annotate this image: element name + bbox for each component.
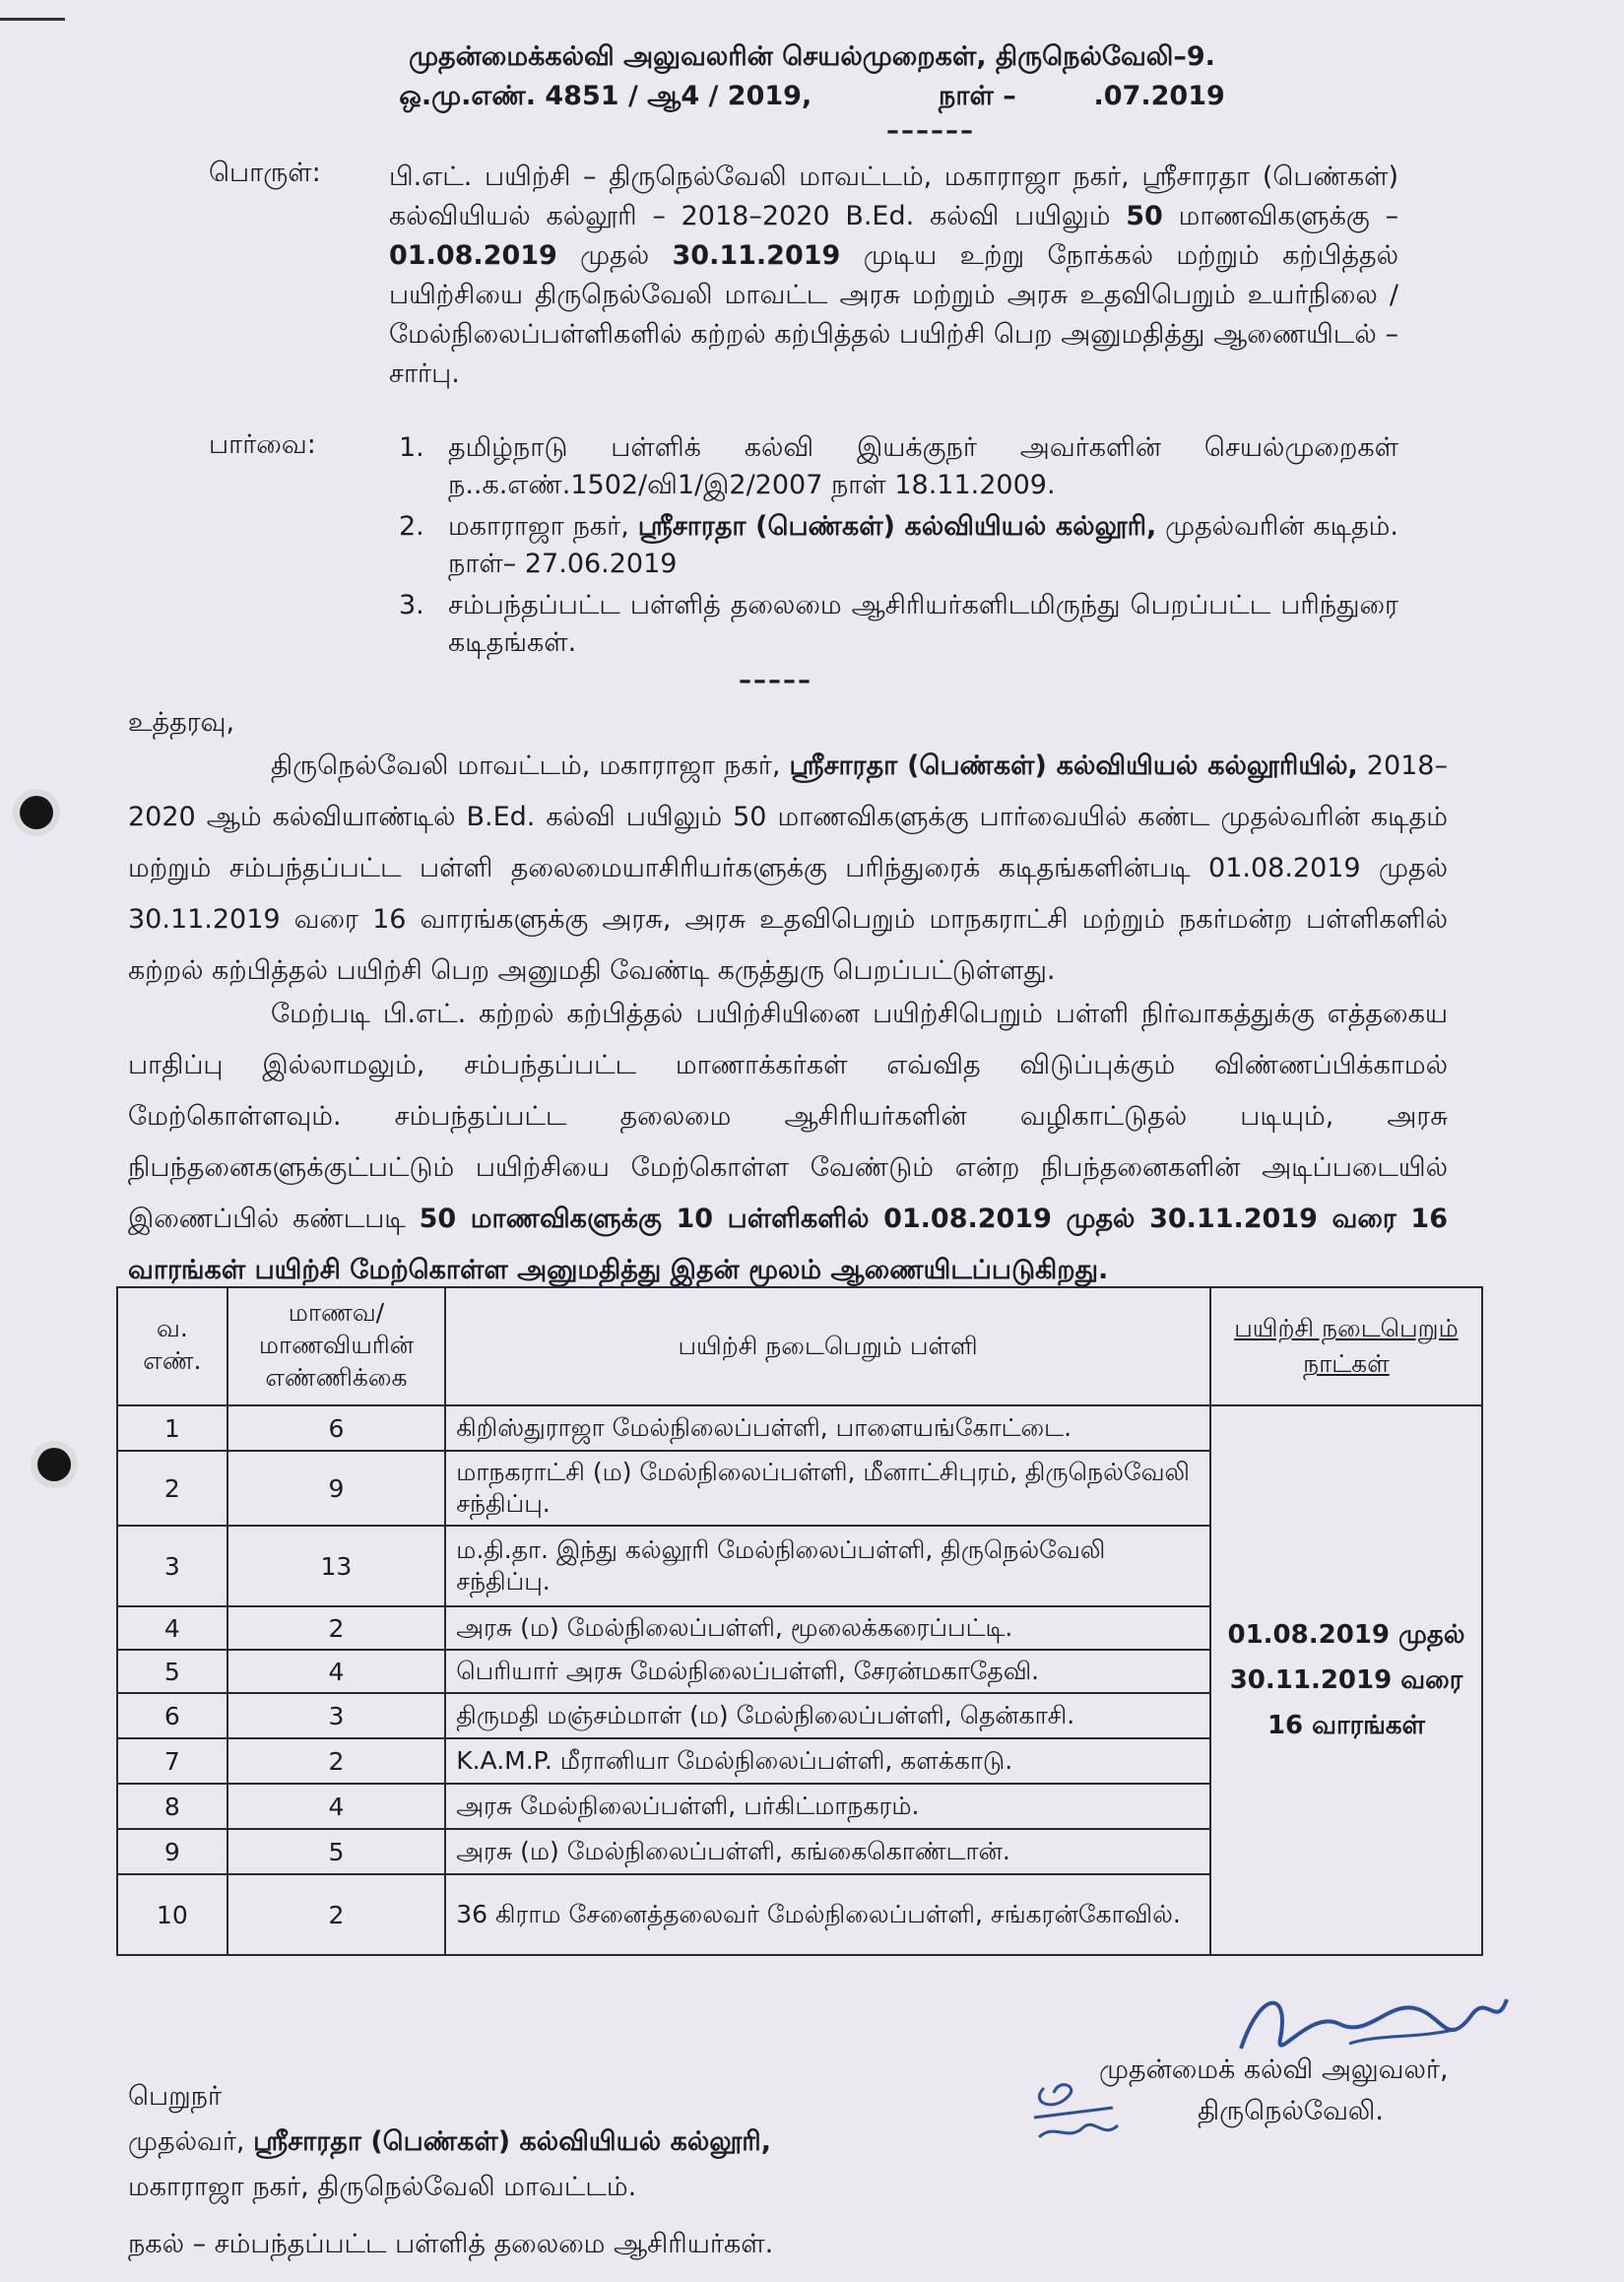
- date-label: நாள் –: [939, 81, 1016, 111]
- reference-line: [0, 81, 1624, 115]
- subject-text: [389, 158, 1398, 394]
- order-text: 2018–2020 ஆம் கல்வியாண்டில் B.Ed. கல்வி பயிலும் 50 மாணவிகளுக்கு பார்வையில் கண்ட முதல்வரின் கடிதம் மற்றும் சம்பந்தப்பட்ட பள்ளி தலைமையாசிரியர்களுக்கு பரிந்துரைக் கடிதங்களின்படி 01.08.2019 முதல் 30.11.2019 வரை 16 வாரங்களுக்கு அரசு, அரசு உதவிபெறும் மாநகராட்சி மற்றும் நகர்மன்ற பள்ளிகளில் கற்றல் கற்பித்தல் பயிற்சி பெற அனுமதி வேண்டி கருத்துரு பெறப்பட்டுள்ளது.: [128, 750, 1448, 986]
- college-name: ஸ்ரீசாரதா (பெண்கள்) கல்வியியல் கல்லூரியில்,: [789, 750, 1358, 781]
- subject-end-date: 30.11.2019: [672, 240, 841, 271]
- duration-line: 01.08.2019 முதல்: [1227, 1620, 1465, 1650]
- cell-count: 2: [227, 1738, 446, 1784]
- cell-count: 4: [227, 1784, 446, 1829]
- reference-text: முதல்வரின் கடிதம். நாள்– 27.06.2019: [448, 511, 1398, 579]
- header-days-text: பயிற்சி நடைபெறும் நாட்கள்: [1234, 1314, 1459, 1378]
- signatory-designation: முதன்மைக் கல்வி அலுவலர்,: [1099, 2054, 1449, 2085]
- order-decision: 50 மாணவிகளுக்கு 10 பள்ளிகளில் 01.08.2019 முதல் 30.11.2019 வரை 16 வாரங்கள் பயிற்சி மேற்கொள்ள அனுமதித்து இதன் மூலம் ஆணையிடப்படுகிறது.: [128, 1204, 1448, 1285]
- cell-serial: 1: [117, 1405, 227, 1451]
- reference-text: மகாராஜா நகர்,: [448, 511, 629, 542]
- copy-to: நகல் – சம்பந்தப்பட்ட பள்ளித் தலைமை ஆசிரியர்கள்.: [128, 2229, 774, 2259]
- cell-school: கிறிஸ்துராஜா மேல்நிலைப்பள்ளி, பாளையங்கோட்டை.: [445, 1405, 1210, 1451]
- document-title: முதன்மைக்கல்வி அலுவலரின் செயல்முறைகள், திருநெல்வேலி–9.: [409, 41, 1215, 72]
- cell-serial: 8: [117, 1784, 227, 1829]
- reference-item: [389, 587, 1398, 662]
- cell-school: 36 கிராம சேனைத்தலைவர் மேல்நிலைப்பள்ளி, சங்கரன்கோவில்.: [445, 1874, 1210, 1955]
- date-value: .07.2019: [1093, 81, 1225, 111]
- table-row: [117, 1405, 1482, 1451]
- order-text: மேற்படி பி.எட். கற்றல் கற்பித்தல் பயிற்சியினை பயிற்சிபெறும் பள்ளி நிர்வாகத்துக்கு எத்தகைய பாதிப்பு இல்லாமலும், சம்பந்தப்பட்ட மாணாக்கர்கள் எவ்வித விடுப்புக்கும் விண்ணப்பிக்காமல் மேற்கொள்ளவும். சம்பந்தப்பட்ட தலைமை ஆசிரியர்களின் வழிகாட்டுதல் படியும், அரசு நிபந்தனைகளுக்குட்பட்டும் பயிற்சியை மேற்கொள்ள வேண்டும் என்ற நிபந்தனைகளின் அடிப்படையில் இணைப்பில் கண்டபடி: [128, 999, 1448, 1234]
- cell-school: திருமதி மஞ்சம்மாள் (ம) மேல்நிலைப்பள்ளி, தென்காசி.: [445, 1693, 1210, 1738]
- cell-count: 9: [227, 1451, 446, 1526]
- subject-part: முடிய உற்று நோக்கல் மற்றும் கற்பித்தல் பயிற்சியை திருநெல்வேலி மாவட்ட அரசு மற்றும் அரசு உதவிபெறும் உயர்நிலை / மேல்நிலைப்பள்ளிகளில் கற்றல் கற்பித்தல் பயிற்சி பெற அனுமதித்து ஆணையிடல் – சார்பு.: [389, 240, 1398, 389]
- order-text: திருநெல்வேலி மாவட்டம், மகாராஜா நகர்,: [271, 750, 781, 781]
- recipient-college: ஸ்ரீசாரதா (பெண்கள்) கல்வியியல் கல்லூரி,: [253, 2126, 771, 2157]
- cell-count: 2: [227, 1874, 446, 1955]
- corner-mark: [0, 18, 65, 21]
- recipient-label: பெறுநர்: [128, 2081, 223, 2112]
- cell-school: அரசு மேல்நிலைப்பள்ளி, பர்கிட்மாநகரம்.: [445, 1784, 1210, 1829]
- cell-count: 6: [227, 1405, 446, 1451]
- reference-number: 2.: [399, 511, 424, 542]
- recipient-block: [128, 2074, 771, 2210]
- cell-school: K.A.M.P. மீரானியா மேல்நிலைப்பள்ளி, களக்காடு.: [445, 1738, 1210, 1784]
- cell-serial: 10: [117, 1874, 227, 1955]
- subject-count: 50: [1126, 201, 1163, 231]
- cell-serial: 4: [117, 1606, 227, 1650]
- references-divider: –––––: [739, 666, 812, 695]
- subject-start-date: 01.08.2019: [389, 240, 557, 271]
- recipient-title: முதல்வர்,: [128, 2126, 245, 2157]
- cell-school: மாநகராட்சி (ம) மேல்நிலைப்பள்ளி, மீனாட்சிபுரம், திருநெல்வேலி சந்திப்பு.: [445, 1451, 1210, 1526]
- schools-table: [116, 1286, 1483, 1956]
- reference-text: தமிழ்நாடு பள்ளிக் கல்வி இயக்குநர் அவர்களின் செயல்முறைகள் ந..க.எண்.1502/வி1/இ2/2007 நாள் 18.11.2009.: [448, 432, 1398, 500]
- order-paragraph-1: [128, 741, 1448, 997]
- header-count: மாணவ/ மாணவியரின் எண்ணிக்கை: [227, 1287, 446, 1405]
- punch-hole-bottom: [37, 1448, 71, 1481]
- order-salutation: உத்தரவு,: [128, 707, 235, 738]
- cell-serial: 2: [117, 1451, 227, 1526]
- cell-school: அரசு (ம) மேல்நிலைப்பள்ளி, கங்கைகொண்டான்.: [445, 1829, 1210, 1874]
- subject-label: பொருள்:: [209, 158, 321, 188]
- cell-serial: 3: [117, 1526, 227, 1606]
- duration-line: 30.11.2019 வரை: [1229, 1665, 1463, 1695]
- cell-school: பெரியார் அரசு மேல்நிலைப்பள்ளி, சேரன்மகாதேவி.: [445, 1650, 1210, 1693]
- cell-count: 2: [227, 1606, 446, 1650]
- subject-part: மாணவிகளுக்கு –: [1178, 201, 1398, 231]
- reference-text-bold: ஸ்ரீசாரதா (பெண்கள்) கல்வியியல் கல்லூரி,: [637, 511, 1157, 542]
- cell-serial: 9: [117, 1829, 227, 1874]
- reference-number: ஒ.மு.எண். 4851 / ஆ4 / 2019,: [399, 81, 812, 111]
- cell-serial: 5: [117, 1650, 227, 1693]
- cell-duration: [1210, 1405, 1482, 1955]
- header-divider: ––––––: [886, 116, 975, 146]
- cell-serial: 7: [117, 1738, 227, 1784]
- references-list: [389, 429, 1398, 666]
- duration-line: 16 வாரங்கள்: [1267, 1711, 1425, 1740]
- cell-count: 4: [227, 1650, 446, 1693]
- cell-count: 3: [227, 1693, 446, 1738]
- reference-item: [389, 429, 1398, 504]
- header-serial: வ. எண்.: [117, 1287, 227, 1405]
- signatory-place: திருநெல்வேலி.: [1198, 2096, 1384, 2126]
- recipient-line: [128, 2119, 771, 2165]
- punch-hole-top: [20, 796, 53, 829]
- references-label: பார்வை:: [209, 429, 316, 460]
- cell-school: அரசு (ம) மேல்நிலைப்பள்ளி, மூலைக்கரைப்பட்டி.: [445, 1606, 1210, 1650]
- header-days: [1210, 1287, 1482, 1405]
- table-header-row: [117, 1287, 1482, 1405]
- reference-text: சம்பந்தப்பட்ட பள்ளித் தலைமை ஆசிரியர்களிடமிருந்து பெறப்பட்ட பரிந்துரை கடிதங்கள்.: [448, 590, 1398, 658]
- header-school: பயிற்சி நடைபெறும் பள்ளி: [445, 1287, 1210, 1405]
- reference-item: [389, 508, 1398, 583]
- cell-count: 5: [227, 1829, 446, 1874]
- recipient-address: மகாராஜா நகர், திருநெல்வேலி மாவட்டம்.: [128, 2172, 637, 2202]
- order-paragraph-2: [128, 989, 1448, 1296]
- cell-school: ம.தி.தா. இந்து கல்லூரி மேல்நிலைப்பள்ளி, திருநெல்வேலி சந்திப்பு.: [445, 1526, 1210, 1606]
- cell-count: 13: [227, 1526, 446, 1606]
- reference-number: 1.: [399, 432, 424, 463]
- cell-serial: 6: [117, 1693, 227, 1738]
- subject-part: முதல்: [580, 240, 650, 271]
- reference-number: 3.: [399, 590, 424, 620]
- subject-part: பி.எட். பயிற்சி – திருநெல்வேலி மாவட்டம், மகாராஜா நகர், ஸ்ரீசாரதா (பெண்கள்) கல்வியியல் கல்லூரி – 2018–2020 B.Ed. கல்வி பயிலும்: [389, 162, 1398, 231]
